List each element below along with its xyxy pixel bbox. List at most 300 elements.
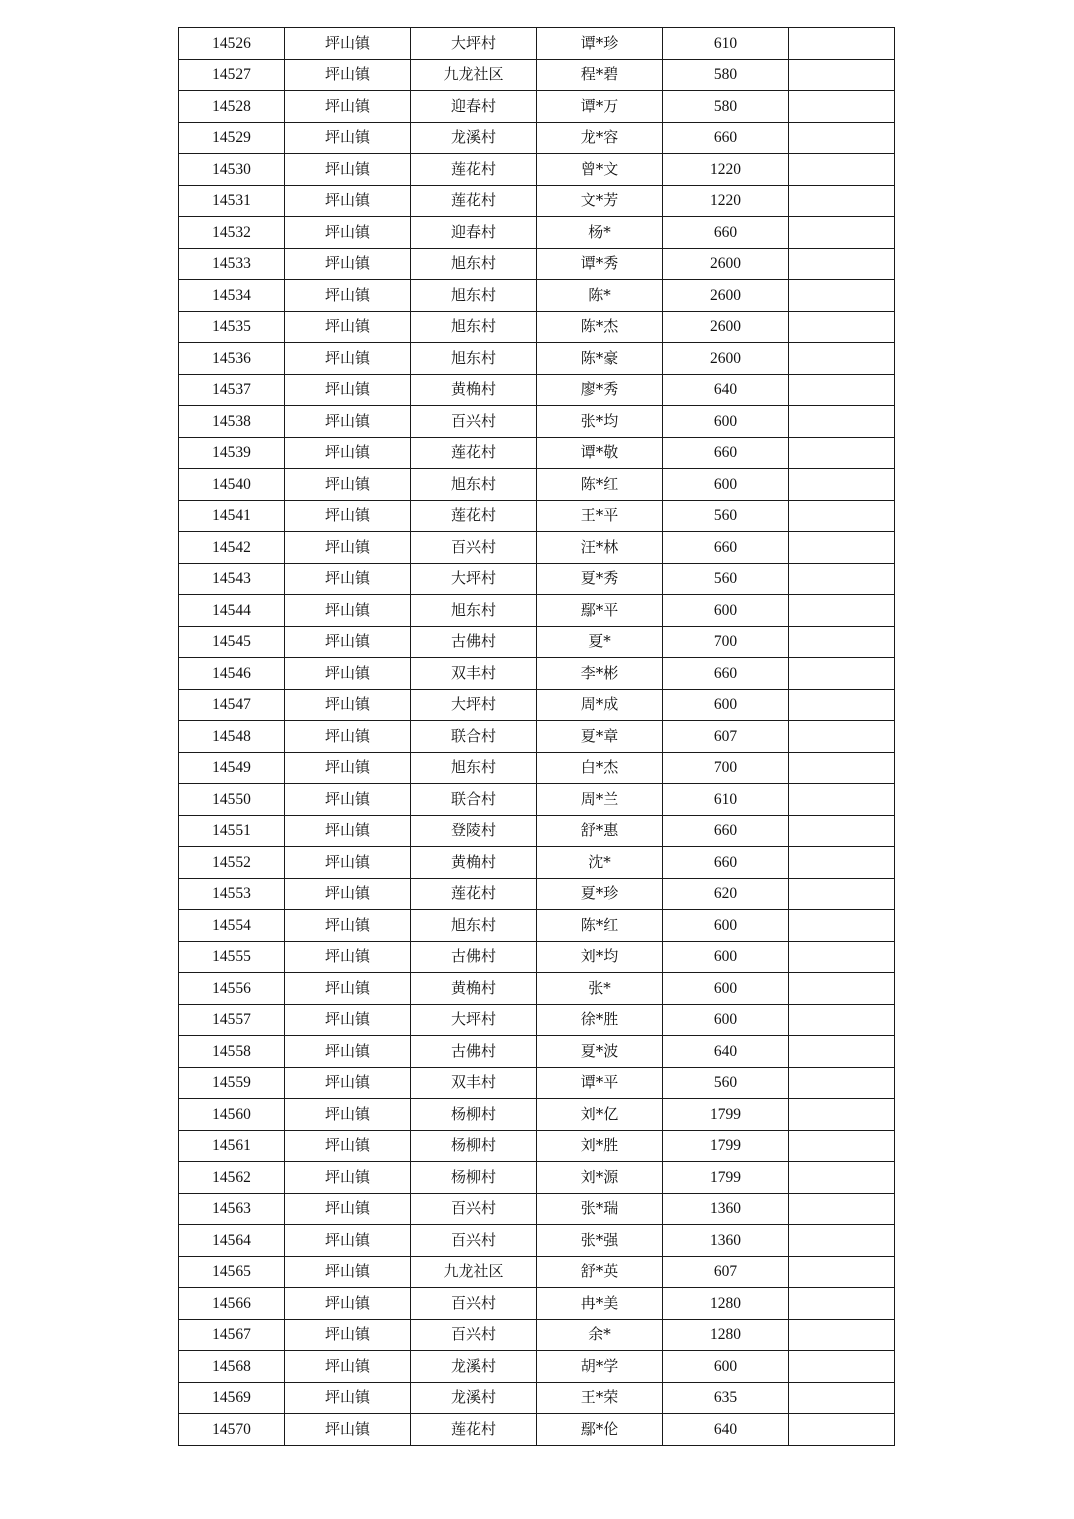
town-cell: 坪山镇 — [285, 658, 411, 690]
remark-cell — [789, 689, 895, 721]
row-number-cell: 14569 — [179, 1382, 285, 1414]
village-cell: 古佛村 — [411, 941, 537, 973]
name-cell: 鄢*平 — [537, 595, 663, 627]
remark-cell — [789, 122, 895, 154]
village-cell: 大坪村 — [411, 1004, 537, 1036]
town-cell: 坪山镇 — [285, 248, 411, 280]
amount-cell: 600 — [663, 1004, 789, 1036]
amount-cell: 1280 — [663, 1319, 789, 1351]
table-row — [179, 595, 895, 627]
remark-cell — [789, 910, 895, 942]
town-cell: 坪山镇 — [285, 1256, 411, 1288]
town-cell: 坪山镇 — [285, 784, 411, 816]
village-cell: 联合村 — [411, 784, 537, 816]
village-cell: 旭东村 — [411, 752, 537, 784]
remark-cell — [789, 941, 895, 973]
remark-cell — [789, 973, 895, 1005]
remark-cell — [789, 1162, 895, 1194]
table-row — [179, 185, 895, 217]
town-cell: 坪山镇 — [285, 469, 411, 501]
remark-cell — [789, 563, 895, 595]
town-cell: 坪山镇 — [285, 626, 411, 658]
table-row — [179, 217, 895, 249]
amount-cell: 1799 — [663, 1162, 789, 1194]
town-cell: 坪山镇 — [285, 847, 411, 879]
remark-cell — [789, 1193, 895, 1225]
name-cell: 文*芳 — [537, 185, 663, 217]
table-row — [179, 941, 895, 973]
name-cell: 陈*红 — [537, 469, 663, 501]
row-number-cell: 14564 — [179, 1225, 285, 1257]
amount-cell: 640 — [663, 1414, 789, 1446]
remark-cell — [789, 28, 895, 60]
table-row — [179, 1414, 895, 1446]
village-cell: 联合村 — [411, 721, 537, 753]
remark-cell — [789, 1382, 895, 1414]
row-number-cell: 14541 — [179, 500, 285, 532]
name-cell: 徐*胜 — [537, 1004, 663, 1036]
amount-cell: 607 — [663, 1256, 789, 1288]
row-number-cell: 14526 — [179, 28, 285, 60]
remark-cell — [789, 500, 895, 532]
remark-cell — [789, 1130, 895, 1162]
row-number-cell: 14559 — [179, 1067, 285, 1099]
town-cell: 坪山镇 — [285, 1099, 411, 1131]
name-cell: 陈*豪 — [537, 343, 663, 375]
amount-cell: 600 — [663, 973, 789, 1005]
name-cell: 张*均 — [537, 406, 663, 438]
table-row — [179, 1256, 895, 1288]
town-cell: 坪山镇 — [285, 1225, 411, 1257]
row-number-cell: 14536 — [179, 343, 285, 375]
village-cell: 旭东村 — [411, 595, 537, 627]
table-row — [179, 784, 895, 816]
remark-cell — [789, 878, 895, 910]
table-row — [179, 752, 895, 784]
table-row — [179, 154, 895, 186]
row-number-cell: 14530 — [179, 154, 285, 186]
remark-cell — [789, 532, 895, 564]
table-row — [179, 878, 895, 910]
table-row — [179, 1382, 895, 1414]
amount-cell: 580 — [663, 91, 789, 123]
village-cell: 九龙社区 — [411, 1256, 537, 1288]
town-cell: 坪山镇 — [285, 941, 411, 973]
row-number-cell: 14540 — [179, 469, 285, 501]
table-row — [179, 910, 895, 942]
row-number-cell: 14568 — [179, 1351, 285, 1383]
village-cell: 百兴村 — [411, 532, 537, 564]
table-row — [179, 28, 895, 60]
village-cell: 双丰村 — [411, 658, 537, 690]
table-row — [179, 1004, 895, 1036]
village-cell: 莲花村 — [411, 437, 537, 469]
row-number-cell: 14562 — [179, 1162, 285, 1194]
village-cell: 旭东村 — [411, 311, 537, 343]
amount-cell: 620 — [663, 878, 789, 910]
table-row — [179, 280, 895, 312]
row-number-cell: 14529 — [179, 122, 285, 154]
village-cell: 杨柳村 — [411, 1099, 537, 1131]
remark-cell — [789, 91, 895, 123]
town-cell: 坪山镇 — [285, 1414, 411, 1446]
town-cell: 坪山镇 — [285, 1130, 411, 1162]
name-cell: 刘*源 — [537, 1162, 663, 1194]
town-cell: 坪山镇 — [285, 1067, 411, 1099]
table-row — [179, 374, 895, 406]
remark-cell — [789, 154, 895, 186]
name-cell: 周*成 — [537, 689, 663, 721]
row-number-cell: 14546 — [179, 658, 285, 690]
row-number-cell: 14548 — [179, 721, 285, 753]
village-cell: 大坪村 — [411, 28, 537, 60]
remark-cell — [789, 374, 895, 406]
table-row — [179, 626, 895, 658]
remark-cell — [789, 752, 895, 784]
amount-cell: 1220 — [663, 154, 789, 186]
town-cell: 坪山镇 — [285, 59, 411, 91]
table-row — [179, 689, 895, 721]
town-cell: 坪山镇 — [285, 154, 411, 186]
amount-cell: 560 — [663, 563, 789, 595]
amount-cell: 660 — [663, 532, 789, 564]
row-number-cell: 14543 — [179, 563, 285, 595]
row-number-cell: 14549 — [179, 752, 285, 784]
name-cell: 龙*容 — [537, 122, 663, 154]
name-cell: 刘*均 — [537, 941, 663, 973]
village-cell: 莲花村 — [411, 500, 537, 532]
table-row — [179, 1319, 895, 1351]
name-cell: 夏*珍 — [537, 878, 663, 910]
table-row — [179, 973, 895, 1005]
village-cell: 龙溪村 — [411, 1351, 537, 1383]
village-cell: 百兴村 — [411, 406, 537, 438]
village-cell: 百兴村 — [411, 1319, 537, 1351]
row-number-cell: 14542 — [179, 532, 285, 564]
town-cell: 坪山镇 — [285, 1036, 411, 1068]
amount-cell: 1799 — [663, 1099, 789, 1131]
row-number-cell: 14551 — [179, 815, 285, 847]
name-cell: 周*兰 — [537, 784, 663, 816]
town-cell: 坪山镇 — [285, 91, 411, 123]
amount-cell: 700 — [663, 752, 789, 784]
town-cell: 坪山镇 — [285, 1319, 411, 1351]
village-cell: 旭东村 — [411, 910, 537, 942]
name-cell: 沈* — [537, 847, 663, 879]
table-row — [179, 248, 895, 280]
row-number-cell: 14557 — [179, 1004, 285, 1036]
village-cell: 黄桷村 — [411, 374, 537, 406]
remark-cell — [789, 626, 895, 658]
table-row — [179, 847, 895, 879]
town-cell: 坪山镇 — [285, 122, 411, 154]
name-cell: 鄢*伦 — [537, 1414, 663, 1446]
amount-cell: 560 — [663, 500, 789, 532]
table-row — [179, 1036, 895, 1068]
amount-cell: 640 — [663, 1036, 789, 1068]
table-row — [179, 721, 895, 753]
town-cell: 坪山镇 — [285, 217, 411, 249]
row-number-cell: 14567 — [179, 1319, 285, 1351]
table-row — [179, 1067, 895, 1099]
row-number-cell: 14552 — [179, 847, 285, 879]
row-number-cell: 14565 — [179, 1256, 285, 1288]
name-cell: 陈*红 — [537, 910, 663, 942]
town-cell: 坪山镇 — [285, 878, 411, 910]
village-cell: 双丰村 — [411, 1067, 537, 1099]
village-cell: 古佛村 — [411, 1036, 537, 1068]
remark-cell — [789, 1319, 895, 1351]
town-cell: 坪山镇 — [285, 185, 411, 217]
town-cell: 坪山镇 — [285, 374, 411, 406]
row-number-cell: 14558 — [179, 1036, 285, 1068]
remark-cell — [789, 1288, 895, 1320]
remark-cell — [789, 721, 895, 753]
amount-cell: 600 — [663, 595, 789, 627]
amount-cell: 660 — [663, 815, 789, 847]
amount-cell: 1280 — [663, 1288, 789, 1320]
remark-cell — [789, 595, 895, 627]
town-cell: 坪山镇 — [285, 311, 411, 343]
table-row — [179, 1099, 895, 1131]
table-row — [179, 1130, 895, 1162]
village-cell: 古佛村 — [411, 626, 537, 658]
town-cell: 坪山镇 — [285, 973, 411, 1005]
village-cell: 九龙社区 — [411, 59, 537, 91]
village-cell: 旭东村 — [411, 469, 537, 501]
amount-cell: 2600 — [663, 343, 789, 375]
village-cell: 黄桷村 — [411, 973, 537, 1005]
town-cell: 坪山镇 — [285, 437, 411, 469]
table-row — [179, 563, 895, 595]
remark-cell — [789, 406, 895, 438]
table-row — [179, 406, 895, 438]
table-row — [179, 91, 895, 123]
town-cell: 坪山镇 — [285, 1382, 411, 1414]
amount-cell: 600 — [663, 689, 789, 721]
table-row — [179, 658, 895, 690]
name-cell: 冉*美 — [537, 1288, 663, 1320]
name-cell: 张*瑞 — [537, 1193, 663, 1225]
name-cell: 廖*秀 — [537, 374, 663, 406]
row-number-cell: 14560 — [179, 1099, 285, 1131]
table-row — [179, 311, 895, 343]
town-cell: 坪山镇 — [285, 721, 411, 753]
remark-cell — [789, 1036, 895, 1068]
amount-cell: 660 — [663, 658, 789, 690]
town-cell: 坪山镇 — [285, 752, 411, 784]
town-cell: 坪山镇 — [285, 1288, 411, 1320]
remark-cell — [789, 1256, 895, 1288]
amount-cell: 660 — [663, 847, 789, 879]
amount-cell: 2600 — [663, 280, 789, 312]
name-cell: 刘*亿 — [537, 1099, 663, 1131]
name-cell: 程*碧 — [537, 59, 663, 91]
remark-cell — [789, 847, 895, 879]
amount-cell: 580 — [663, 59, 789, 91]
town-cell: 坪山镇 — [285, 815, 411, 847]
name-cell: 王*平 — [537, 500, 663, 532]
name-cell: 舒*英 — [537, 1256, 663, 1288]
village-cell: 旭东村 — [411, 343, 537, 375]
amount-cell: 640 — [663, 374, 789, 406]
remark-cell — [789, 1414, 895, 1446]
village-cell: 迎春村 — [411, 217, 537, 249]
row-number-cell: 14532 — [179, 217, 285, 249]
remark-cell — [789, 280, 895, 312]
name-cell: 夏*秀 — [537, 563, 663, 595]
village-cell: 莲花村 — [411, 185, 537, 217]
village-cell: 龙溪村 — [411, 122, 537, 154]
row-number-cell: 14544 — [179, 595, 285, 627]
village-cell: 迎春村 — [411, 91, 537, 123]
row-number-cell: 14534 — [179, 280, 285, 312]
town-cell: 坪山镇 — [285, 910, 411, 942]
row-number-cell: 14561 — [179, 1130, 285, 1162]
table-row — [179, 469, 895, 501]
town-cell: 坪山镇 — [285, 1193, 411, 1225]
row-number-cell: 14547 — [179, 689, 285, 721]
name-cell: 谭*秀 — [537, 248, 663, 280]
name-cell: 汪*林 — [537, 532, 663, 564]
remark-cell — [789, 343, 895, 375]
remark-cell — [789, 437, 895, 469]
row-number-cell: 14531 — [179, 185, 285, 217]
town-cell: 坪山镇 — [285, 280, 411, 312]
row-number-cell: 14556 — [179, 973, 285, 1005]
amount-cell: 1360 — [663, 1193, 789, 1225]
name-cell: 余* — [537, 1319, 663, 1351]
name-cell: 王*荣 — [537, 1382, 663, 1414]
amount-cell: 1360 — [663, 1225, 789, 1257]
row-number-cell: 14527 — [179, 59, 285, 91]
row-number-cell: 14554 — [179, 910, 285, 942]
name-cell: 谭*珍 — [537, 28, 663, 60]
amount-cell: 660 — [663, 122, 789, 154]
village-cell: 龙溪村 — [411, 1382, 537, 1414]
town-cell: 坪山镇 — [285, 406, 411, 438]
village-cell: 登陵村 — [411, 815, 537, 847]
name-cell: 舒*惠 — [537, 815, 663, 847]
village-cell: 旭东村 — [411, 280, 537, 312]
town-cell: 坪山镇 — [285, 343, 411, 375]
village-cell: 莲花村 — [411, 1414, 537, 1446]
town-cell: 坪山镇 — [285, 1004, 411, 1036]
name-cell: 谭*万 — [537, 91, 663, 123]
remark-cell — [789, 59, 895, 91]
row-number-cell: 14533 — [179, 248, 285, 280]
table-row — [179, 1162, 895, 1194]
town-cell: 坪山镇 — [285, 563, 411, 595]
table-row — [179, 532, 895, 564]
town-cell: 坪山镇 — [285, 1162, 411, 1194]
row-number-cell: 14528 — [179, 91, 285, 123]
name-cell: 夏*章 — [537, 721, 663, 753]
village-cell: 杨柳村 — [411, 1130, 537, 1162]
remark-cell — [789, 1099, 895, 1131]
amount-cell: 607 — [663, 721, 789, 753]
remark-cell — [789, 815, 895, 847]
town-cell: 坪山镇 — [285, 1351, 411, 1383]
amount-cell: 2600 — [663, 248, 789, 280]
table-row — [179, 1351, 895, 1383]
row-number-cell: 14553 — [179, 878, 285, 910]
amount-cell: 1220 — [663, 185, 789, 217]
row-number-cell: 14537 — [179, 374, 285, 406]
remark-cell — [789, 1351, 895, 1383]
name-cell: 张*强 — [537, 1225, 663, 1257]
table-row — [179, 343, 895, 375]
village-cell: 大坪村 — [411, 563, 537, 595]
village-cell: 旭东村 — [411, 248, 537, 280]
amount-cell: 660 — [663, 217, 789, 249]
amount-cell: 600 — [663, 941, 789, 973]
amount-cell: 600 — [663, 1351, 789, 1383]
row-number-cell: 14545 — [179, 626, 285, 658]
name-cell: 谭*敬 — [537, 437, 663, 469]
remark-cell — [789, 1067, 895, 1099]
table-row — [179, 122, 895, 154]
row-number-cell: 14563 — [179, 1193, 285, 1225]
row-number-cell: 14539 — [179, 437, 285, 469]
row-number-cell: 14566 — [179, 1288, 285, 1320]
name-cell: 杨* — [537, 217, 663, 249]
remark-cell — [789, 658, 895, 690]
amount-cell: 700 — [663, 626, 789, 658]
name-cell: 李*彬 — [537, 658, 663, 690]
amount-cell: 610 — [663, 28, 789, 60]
remark-cell — [789, 1004, 895, 1036]
table-body — [179, 28, 895, 1446]
village-cell: 百兴村 — [411, 1288, 537, 1320]
row-number-cell: 14550 — [179, 784, 285, 816]
village-cell: 百兴村 — [411, 1193, 537, 1225]
name-cell: 胡*学 — [537, 1351, 663, 1383]
town-cell: 坪山镇 — [285, 500, 411, 532]
remark-cell — [789, 217, 895, 249]
village-cell: 莲花村 — [411, 878, 537, 910]
amount-cell: 1799 — [663, 1130, 789, 1162]
amount-cell: 600 — [663, 406, 789, 438]
name-cell: 刘*胜 — [537, 1130, 663, 1162]
row-number-cell: 14555 — [179, 941, 285, 973]
amount-cell: 635 — [663, 1382, 789, 1414]
name-cell: 白*杰 — [537, 752, 663, 784]
town-cell: 坪山镇 — [285, 689, 411, 721]
remark-cell — [789, 311, 895, 343]
table-row — [179, 59, 895, 91]
amount-cell: 600 — [663, 910, 789, 942]
village-cell: 大坪村 — [411, 689, 537, 721]
village-cell: 莲花村 — [411, 154, 537, 186]
town-cell: 坪山镇 — [285, 595, 411, 627]
row-number-cell: 14570 — [179, 1414, 285, 1446]
amount-cell: 2600 — [663, 311, 789, 343]
name-cell: 谭*平 — [537, 1067, 663, 1099]
amount-cell: 660 — [663, 437, 789, 469]
name-cell: 张* — [537, 973, 663, 1005]
amount-cell: 600 — [663, 469, 789, 501]
row-number-cell: 14538 — [179, 406, 285, 438]
table-row — [179, 815, 895, 847]
name-cell: 陈*杰 — [537, 311, 663, 343]
village-cell: 黄桷村 — [411, 847, 537, 879]
village-cell: 杨柳村 — [411, 1162, 537, 1194]
village-cell: 百兴村 — [411, 1225, 537, 1257]
table-row — [179, 1288, 895, 1320]
table-row — [179, 1225, 895, 1257]
amount-cell: 560 — [663, 1067, 789, 1099]
